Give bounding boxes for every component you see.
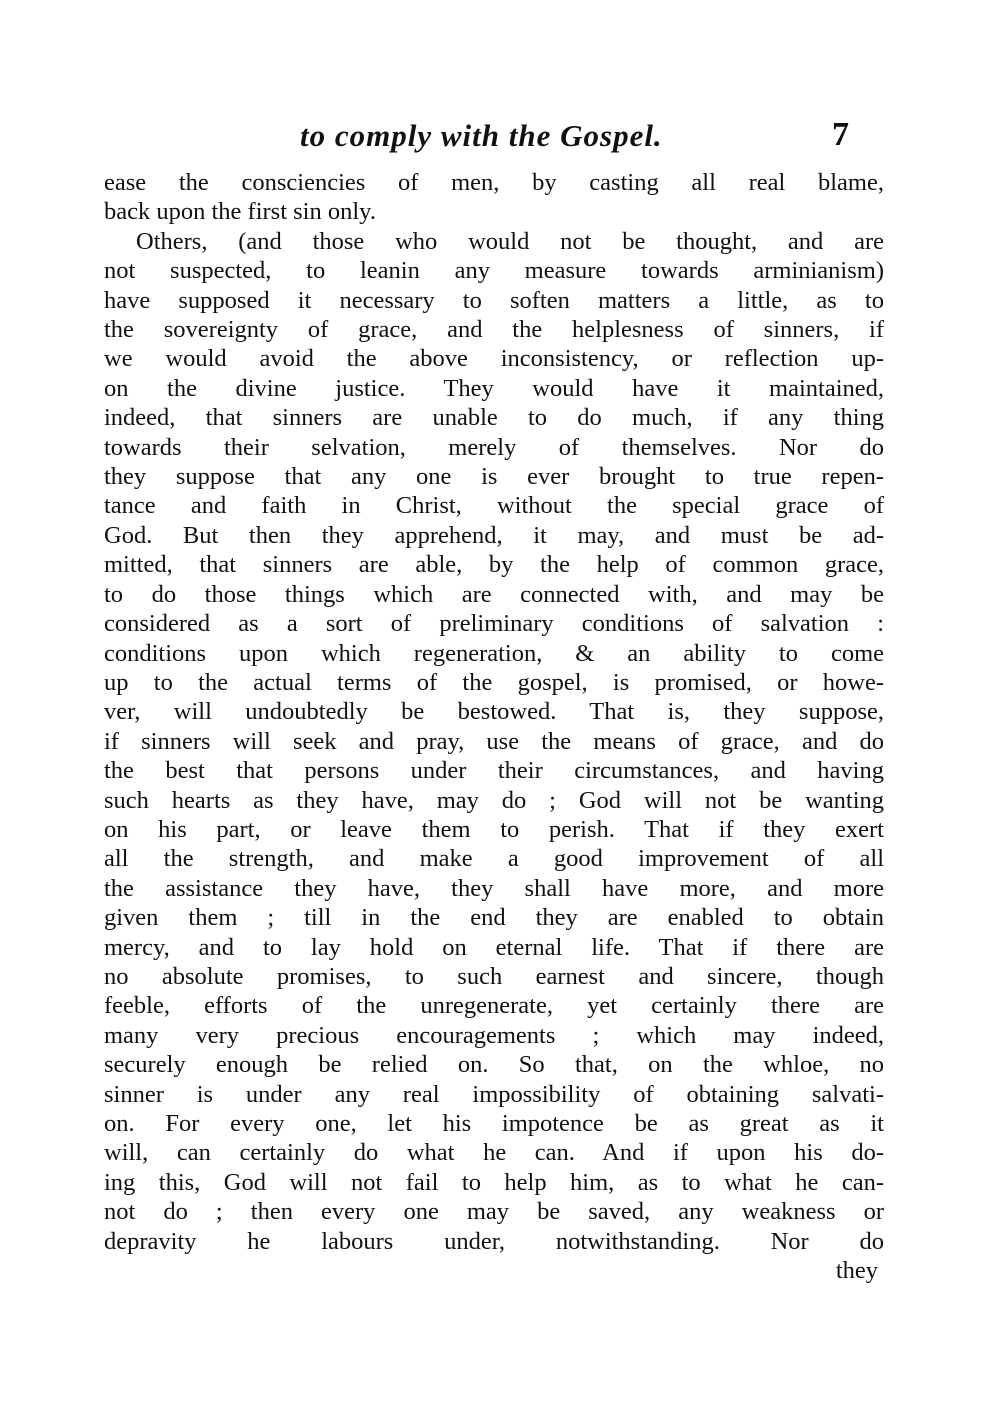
text-line: on. For every one, let his impotence be as great as it: [104, 1110, 884, 1137]
text-line: considered as a sort of preliminary conditions of salvation :: [104, 610, 884, 638]
text-line: sinner is under any real impossibility of obtaining salvati-: [104, 1080, 884, 1108]
text-line: the sovereignty of grace, and the helplesness of sinners, if: [104, 316, 884, 344]
paragraph-start-line: Others, (and those who would not be thought, and are: [136, 227, 884, 255]
text-line: ease the consciencies of men, by casting all real blame,: [104, 169, 884, 196]
text-line: all the strength, and make a good improvement of all: [104, 845, 884, 873]
text-line: not suspected, to leanin any measure towards arminianism): [104, 257, 884, 285]
text-line: mercy, and to lay hold on eternal life. That if there are: [104, 933, 884, 961]
text-line: not do ; then every one may be saved, any weakness or: [104, 1198, 884, 1226]
text-line: have supposed it necessary to soften matters a little, as to: [104, 286, 884, 314]
text-line: many very precious encouragements ; which may indeed,: [104, 1021, 884, 1049]
text-line: if sinners will seek and pray, use the means of grace, and do: [104, 727, 884, 755]
text-line: up to the actual terms of the gospel, is promised, or howe-: [104, 668, 884, 696]
text-line: mitted, that sinners are able, by the help of common grace,: [104, 551, 884, 579]
text-line: such hearts as they have, may do ; God will not be wanting: [104, 786, 884, 814]
body-text: [104, 168, 884, 1285]
text-line: no absolute promises, to such earnest and sincere, though: [104, 962, 884, 990]
text-line: tance and faith in Christ, without the special grace of: [104, 492, 884, 520]
text-line: depravity he labours under, notwithstanding. Nor do: [104, 1227, 884, 1255]
text-line: feeble, efforts of the unregenerate, yet certainly there are: [104, 992, 884, 1020]
running-title: to comply with the Gospel.: [300, 118, 663, 153]
text-line: on his part, or leave them to perish. That if they exert: [104, 815, 884, 843]
text-line: indeed, that sinners are unable to do much, if any thing: [104, 404, 884, 432]
text-line: we would avoid the above inconsistency, or reflection up-: [104, 345, 884, 373]
text-line: conditions upon which regeneration, & an ability to come: [104, 639, 884, 667]
text-line: back upon the first sin only.: [104, 198, 376, 226]
text-line: the assistance they have, they shall have more, and more: [104, 874, 884, 902]
page-number: 7: [832, 116, 849, 153]
text-line: given them ; till in the end they are enabled to obtain: [104, 904, 884, 932]
catchword: they: [835, 1257, 878, 1285]
text-line: ver, will undoubtedly be bestowed. That is, they suppose,: [104, 698, 884, 726]
text-line: to do those things which are connected with, and may be: [104, 580, 884, 608]
text-line: towards their selvation, merely of themselves. Nor do: [104, 433, 884, 461]
text-line: securely enough be relied on. So that, on the whloe, no: [104, 1051, 884, 1079]
text-line: they suppose that any one is ever brought to true repen-: [104, 463, 884, 491]
text-line: on the divine justice. They would have it maintained,: [104, 374, 884, 402]
text-line: the best that persons under their circumstances, and having: [104, 757, 884, 785]
running-head: [0, 118, 1000, 158]
text-line: God. But then they apprehend, it may, and must be ad-: [104, 521, 884, 549]
text-line: will, can certainly do what he can. And if upon his do-: [104, 1139, 884, 1167]
text-line: ing this, God will not fail to help him, as to what he can-: [104, 1168, 884, 1196]
